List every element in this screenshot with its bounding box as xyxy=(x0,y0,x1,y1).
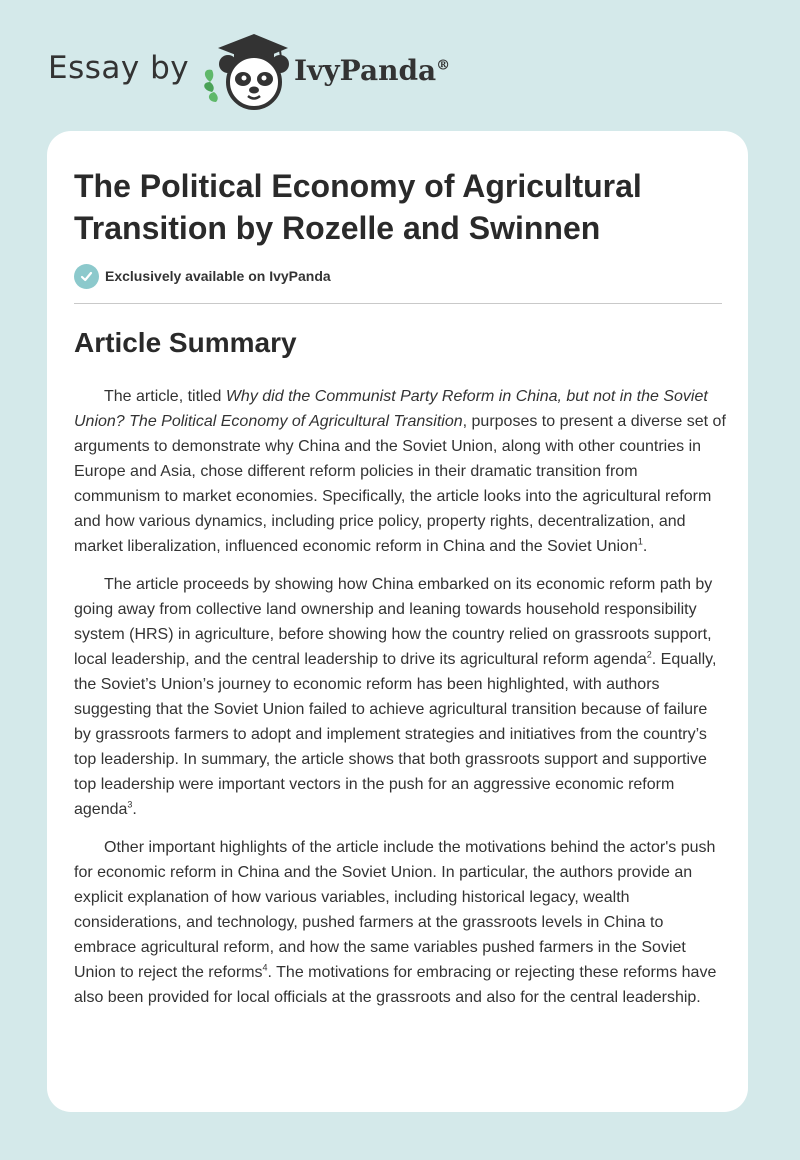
section-heading: Article Summary xyxy=(74,327,297,358)
footnote-ref[interactable]: 4 xyxy=(262,962,268,973)
paragraph-3: Other important highlights of the article include the motivations behind the actor's push for economic reform in China and the Soviet Union. In particular, the authors provide an explicit explanation of how various variables, including historical legacy, wealth considerations, and technology, pushed farmers at the grassroots levels in China to embrace agricultural reform, and how the same variables pushed farmers in the Soviet Union to reject the reforms$^4$. The motivations for embracing or rejecting these reforms have also been provided for local officials at the grassroots and also for the central leadership. xyxy=(74,839,717,1006)
footnote-ref[interactable]: 2 xyxy=(646,649,652,660)
divider xyxy=(74,303,722,304)
article-title: The Political Economy of Agricultural Transition by Rozelle and Swinnen xyxy=(74,168,642,246)
brand-name[interactable]: IvyPanda® xyxy=(294,54,451,87)
exclusive-text: Exclusively available on IvyPanda xyxy=(105,268,331,284)
paragraph-2: The article proceeds by showing how China embarked on its economic reform path by going away from collective land ownership and leaning towards household responsibility system (HRS) in agriculture, before showing how the country relied on grassroots support, local leadership, and the central leadership to drive its agricultural reform agenda$^2$. Equally, the Soviet’s Union’s journey to economic reform has been highlighted, with authors suggesting that the Soviet Union failed to achieve agricultural transition because of failure by grassroots farmers to adopt and implement strategies and initiatives from the country’s top leadership. In summary, the article shows that both grassroots support and supportive top leadership were important vectors in the push for an aggressive economic reform agenda$^3$. xyxy=(74,576,717,818)
paragraph-1: The article, titled Why did the Communist Party Reform in China, but not in the Soviet Union? The Political Economy of Agricultural Transition, purposes to present a diverse set of arguments to demonstrate why China and the Soviet Union, along with other countries in Europe and Asia, chose different reform policies in their dramatic transition from communism to market economies. Specifically, the article looks into the agricultural reform and how various dynamics, including price policy, property rights, decentralization, and market liberalization, influenced economic reform in China and the Soviet Union$^1$. xyxy=(74,388,726,555)
footnote-ref[interactable]: 3 xyxy=(127,799,133,810)
article-body xyxy=(74,384,726,1023)
article-card xyxy=(47,131,748,1112)
site-header xyxy=(48,30,648,120)
footnote-ref[interactable]: 1 xyxy=(637,536,643,547)
exclusive-badge xyxy=(74,263,331,289)
panda-logo-icon xyxy=(200,30,290,112)
article-cited-title: Why did the Communist Party Reform in China, but not in the Soviet Union? The Political Economy of Agricultural Transition xyxy=(74,388,708,430)
checkmark-icon xyxy=(74,264,99,289)
essay-by-text: Essay by xyxy=(48,50,190,86)
